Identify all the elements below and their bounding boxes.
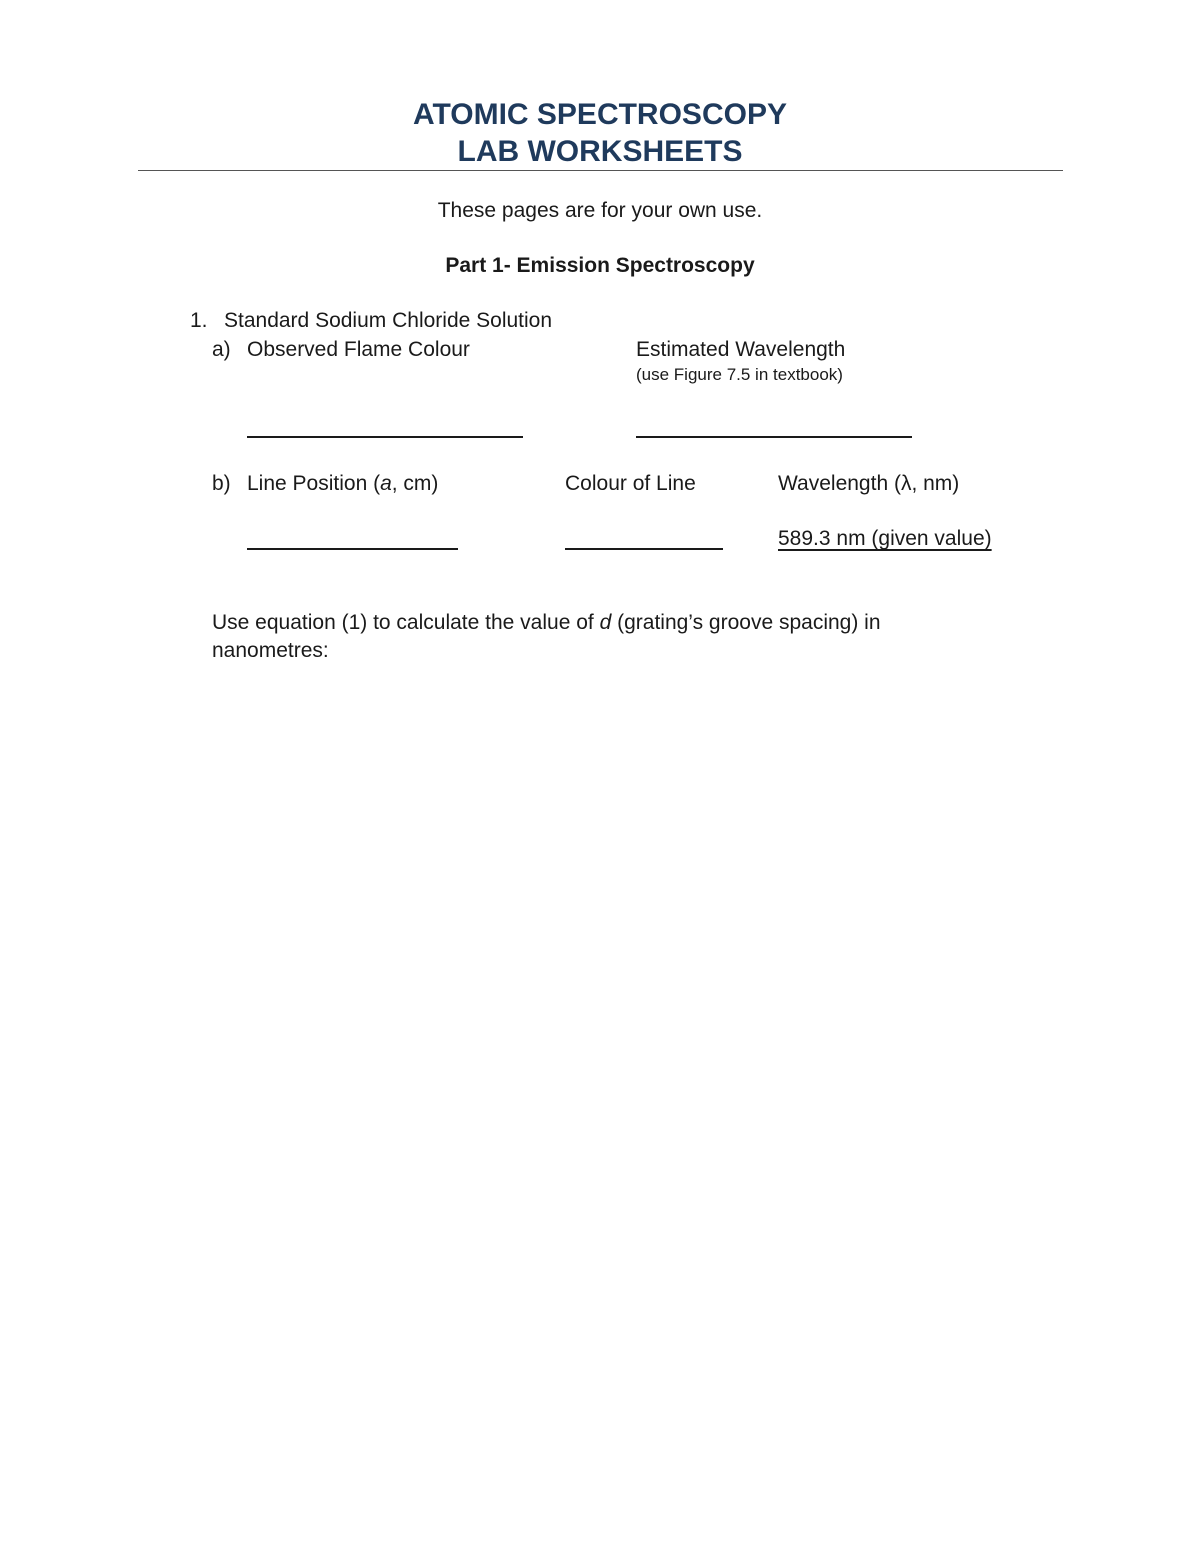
question-1-title: Standard Sodium Chloride Solution [224,309,553,332]
part-b-marker: b) [212,472,231,495]
part-a-marker: a) [212,338,231,361]
intro-text: These pages are for your own use. [437,199,763,222]
given-wavelength-value: 589.3 nm (given value) [778,527,992,550]
line-position-label: Line Position (a, cm) [247,472,439,495]
flame-colour-answer-blank[interactable] [247,436,523,438]
estimated-wavelength-label: Estimated Wavelength [636,338,846,361]
question-1-number: 1. [190,309,208,332]
title-divider [138,170,1063,171]
figure-reference-note: (use Figure 7.5 in textbook) [636,365,843,384]
part-heading: Part 1- Emission Spectroscopy [445,254,755,277]
wavelength-label: Wavelength (λ, nm) [778,472,960,495]
colour-of-line-label: Colour of Line [565,472,696,495]
line-position-answer-blank[interactable] [247,548,458,550]
estimated-wavelength-answer-blank[interactable] [636,436,912,438]
instruction-text: Use equation (1) to calculate the value of d (grating’s groove spacing) in nanometres: [212,611,881,662]
worksheet-title-line-1: ATOMIC SPECTROSCOPY [413,98,787,131]
worksheet-title-line-2: LAB WORKSHEETS [457,135,743,168]
colour-of-line-answer-blank[interactable] [565,548,723,550]
observed-flame-colour-label: Observed Flame Colour [247,338,470,361]
